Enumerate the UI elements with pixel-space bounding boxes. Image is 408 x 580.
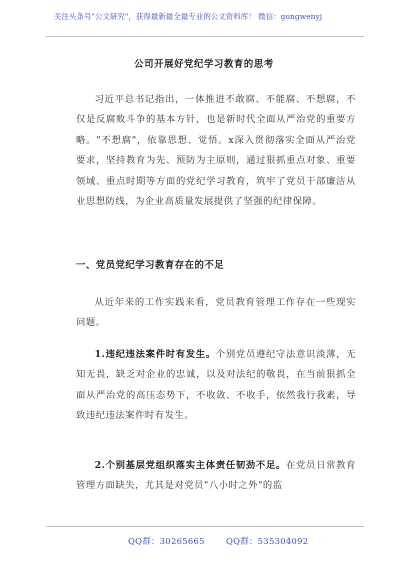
item-paragraph-1 [76,345,356,427]
item-paragraph-2 [76,456,356,497]
section-lead-paragraph: 从近年来的工作实践来看，党员教育管理工作存在一些现实问题。 [76,297,356,329]
item-1-lead: 1.违纪违法案件时有发生。 [94,349,216,360]
item-2-text: 在党员日常教育管理方面缺失，尤其是对党员"八小时之外"的监 [76,460,356,492]
header-promo-text: 关注头条号"公文研究"，获得最新最全最专业的公文资料库！ 微信：gongwenyj [54,12,323,21]
footer-qq-group-2: QQ群：535304092 [226,536,309,546]
document-title: 公司开展好党纪学习教育的思考 [134,59,274,70]
header-divider [46,36,364,37]
item-1-text: 个别党员遵纪守法意识淡薄，无知无畏，缺乏对企业的忠诚，以及对法纪的敬畏，在当前狠抓全面从严治党的高压态势下，不收敛、不收手，依然我行我素，导致违纪违法案件时有发生。 [76,349,356,422]
footer-qq-group-1: QQ群：30265665 [128,536,205,546]
footer-divider [46,526,364,527]
intro-paragraph: 习近平总书记指出，一体推进不敢腐、不能腐、不想腐，不仅是反腐败斗争的基本方针，也是新时代全面从严治党的重要方略。"不想腐"，依靠思想、觉悟。x深入贯彻落实全面从严治党要求，坚持教育为先、预防为主原则，通过狠抓重点对象、重要领域、重点时期等方面的党纪学习教育，筑牢了党员干部廉洁从业思想防线，为企业高质量发展提供了坚强的纪律保障。 [76,94,356,208]
section-heading: 一、党员党纪学习教育存在的不足 [76,260,225,271]
item-2-lead: 2.个别基层党组织落实主体责任韧劲不足。 [94,460,286,471]
